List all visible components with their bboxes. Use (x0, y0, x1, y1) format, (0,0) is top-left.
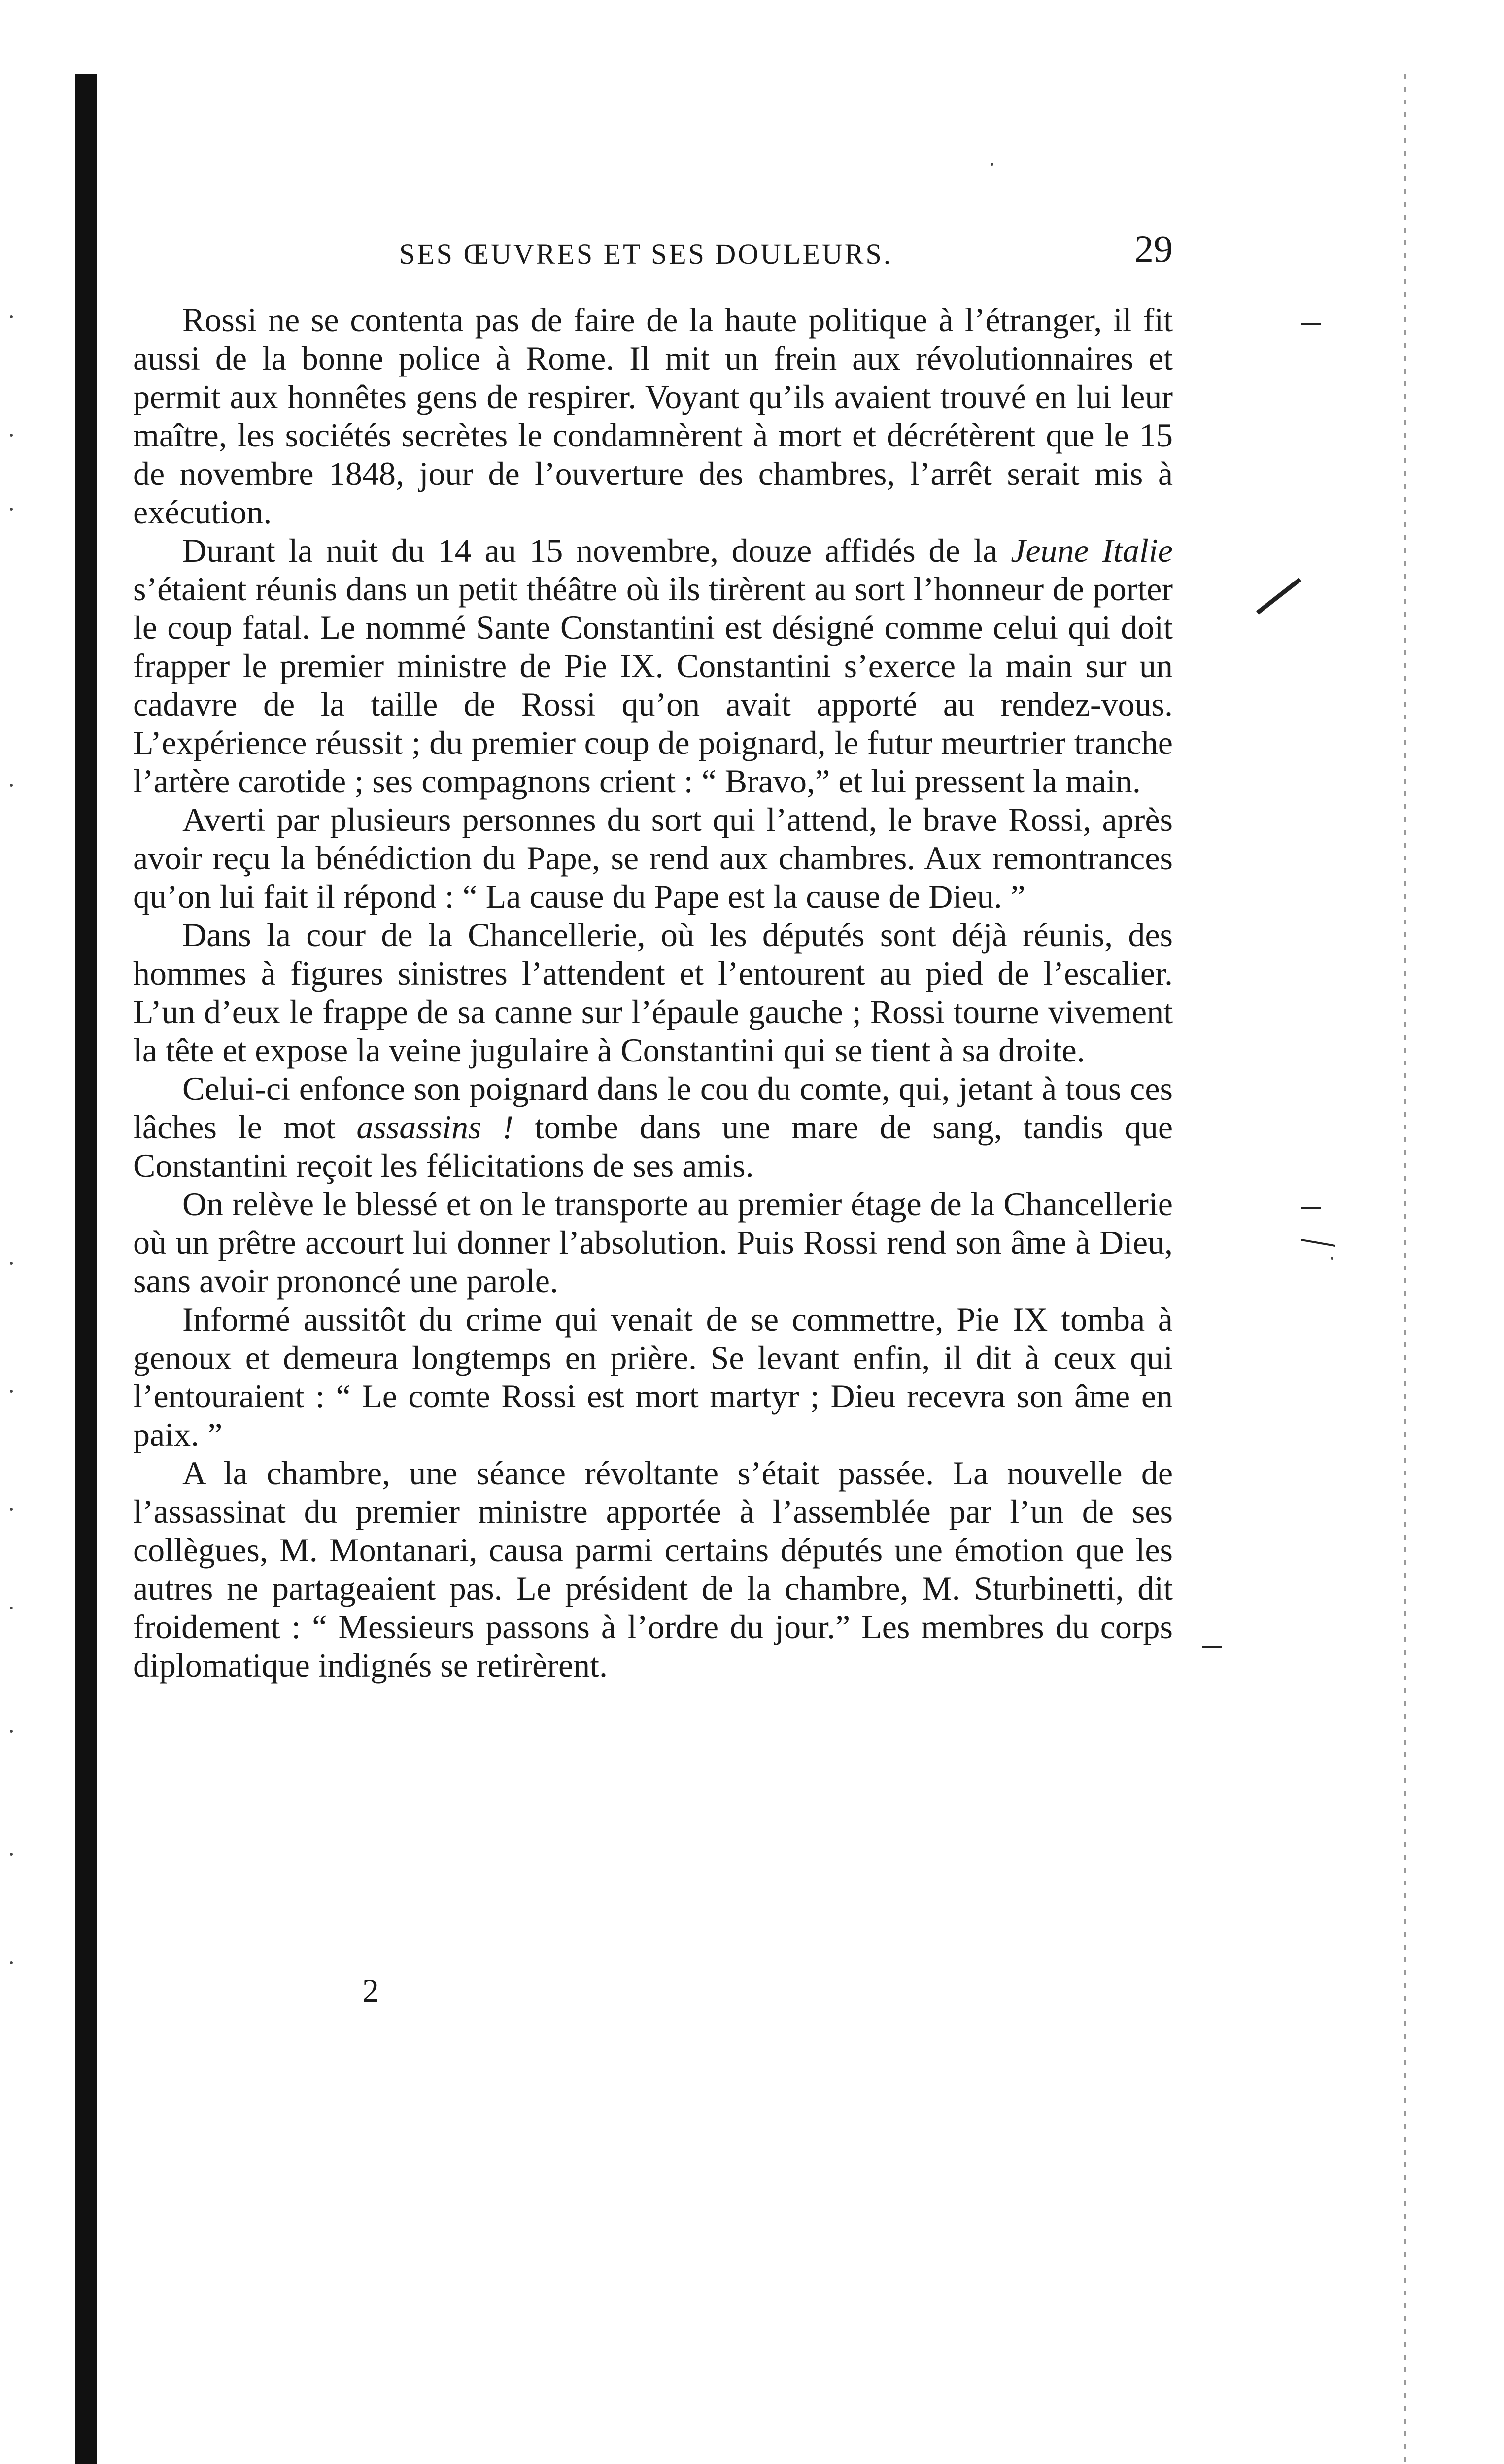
margin-pencil-mark (1256, 578, 1301, 615)
margin-dash (1301, 323, 1321, 325)
margin-speck (10, 1730, 13, 1733)
page-edge-shadow (1404, 74, 1406, 2464)
margin-speck (1331, 1257, 1333, 1260)
margin-dash (1202, 1646, 1222, 1648)
margin-speck (10, 1853, 13, 1856)
margin-speck (10, 1961, 13, 1964)
margin-speck (10, 1508, 13, 1511)
page-header (133, 227, 1173, 286)
paragraph: Celui-ci enfonce son poignard dans le cou du comte, qui, jetant à tous ces lâches le mot assassins ! tombe dans une mare de sang, tandis que Constantini reçoit les félicitations de ses amis. (133, 1070, 1173, 1184)
binding-edge (75, 74, 97, 2464)
margin-speck (10, 784, 13, 787)
margin-speck (10, 1607, 13, 1609)
margin-speck (10, 434, 13, 437)
margin-speck (10, 315, 13, 318)
margin-speck (10, 508, 13, 511)
body-text (133, 301, 1173, 1684)
paragraph: Dans la cour de la Chancellerie, où les députés sont déjà réunis, des hommes à figures sinistres l’attendent et l’entourent au pied de l’escalier. L’un d’eux le frappe de sa canne sur l’épaule gauche ; Rossi tourne vivement la tête et expose la veine jugulaire à Constantini qui se tient à sa droite. (133, 916, 1173, 1069)
margin-dash (1301, 1239, 1335, 1247)
paragraph: Informé aussitôt du crime qui venait de se commettre, Pie IX tomba à genoux et demeura longtemps en prière. Se levant enfin, il dit à ceux qui l’entouraient : “ Le comte Rossi est mort martyr ; Dieu recevra son âme en paix. ” (133, 1300, 1173, 1453)
paragraph: Rossi ne se contenta pas de faire de la haute politique à l’étranger, il fit aussi de la bonne police à Rome. Il mit un frein aux révolutionnaires et permit aux honnêtes gens de respirer. Voyant qu’ils avaient trouvé en lui leur maître, les sociétés secrètes le condamnèrent à mort et décrétèrent que le 15 de novembre 1848, jour de l’ouverture des chambres, l’arrêt serait mis à exécution. (133, 301, 1173, 531)
margin-speck (991, 163, 993, 166)
paragraph: Durant la nuit du 14 au 15 novembre, douze affidés de la Jeune Italie s’étaient réunis dans un petit théâtre où ils tirèrent au sort l’honneur de porter le coup fatal. Le nommé Sante Constantini est désigné comme celui qui doit frapper le premier ministre de Pie IX. Constantini s’exerce la main sur un cadavre de la taille de Rossi qu’on avait apporté au rendez-vous. L’expérience réussit ; du premier coup de poignard, le futur meurtrier tranche l’artère carotide ; ses compagnons crient : “ Bravo,” et lui pressent la main. (133, 532, 1173, 800)
paragraph: A la chambre, une séance révoltante s’était passée. La nouvelle de l’assassinat du premier ministre apportée à l’assemblée par l’un de ses collègues, M. Montanari, causa parmi certains députés une émotion que les autres ne partageaient pas. Le président de la chambre, M. Sturbinetti, dit froidement : “ Messieurs passons à l’ordre du jour.” Les membres du corps diplomatique indignés se retirèrent. (133, 1454, 1173, 1684)
margin-dash (1301, 1207, 1321, 1209)
page-number: 29 (1134, 227, 1173, 270)
margin-speck (10, 1262, 13, 1265)
italic-phrase: Jeune Italie (1011, 532, 1173, 569)
italic-phrase: assassins ! (356, 1108, 514, 1146)
margin-speck (10, 1390, 13, 1393)
signature-mark: 2 (362, 1972, 379, 2009)
running-title: SES ŒUVRES ET SES DOULEURS. (399, 238, 893, 270)
paragraph: Averti par plusieurs personnes du sort qui l’attend, le brave Rossi, après avoir reçu la bénédiction du Pape, se rend aux chambres. Aux remontrances qu’on lui fait il répond : “ La cause du Pape est la cause de Dieu. ” (133, 801, 1173, 915)
paragraph: On relève le blessé et on le transporte au premier étage de la Chancellerie où un prêtre accourt lui donner l’absolution. Puis Rossi rend son âme à Dieu, sans avoir prononcé une parole. (133, 1185, 1173, 1300)
